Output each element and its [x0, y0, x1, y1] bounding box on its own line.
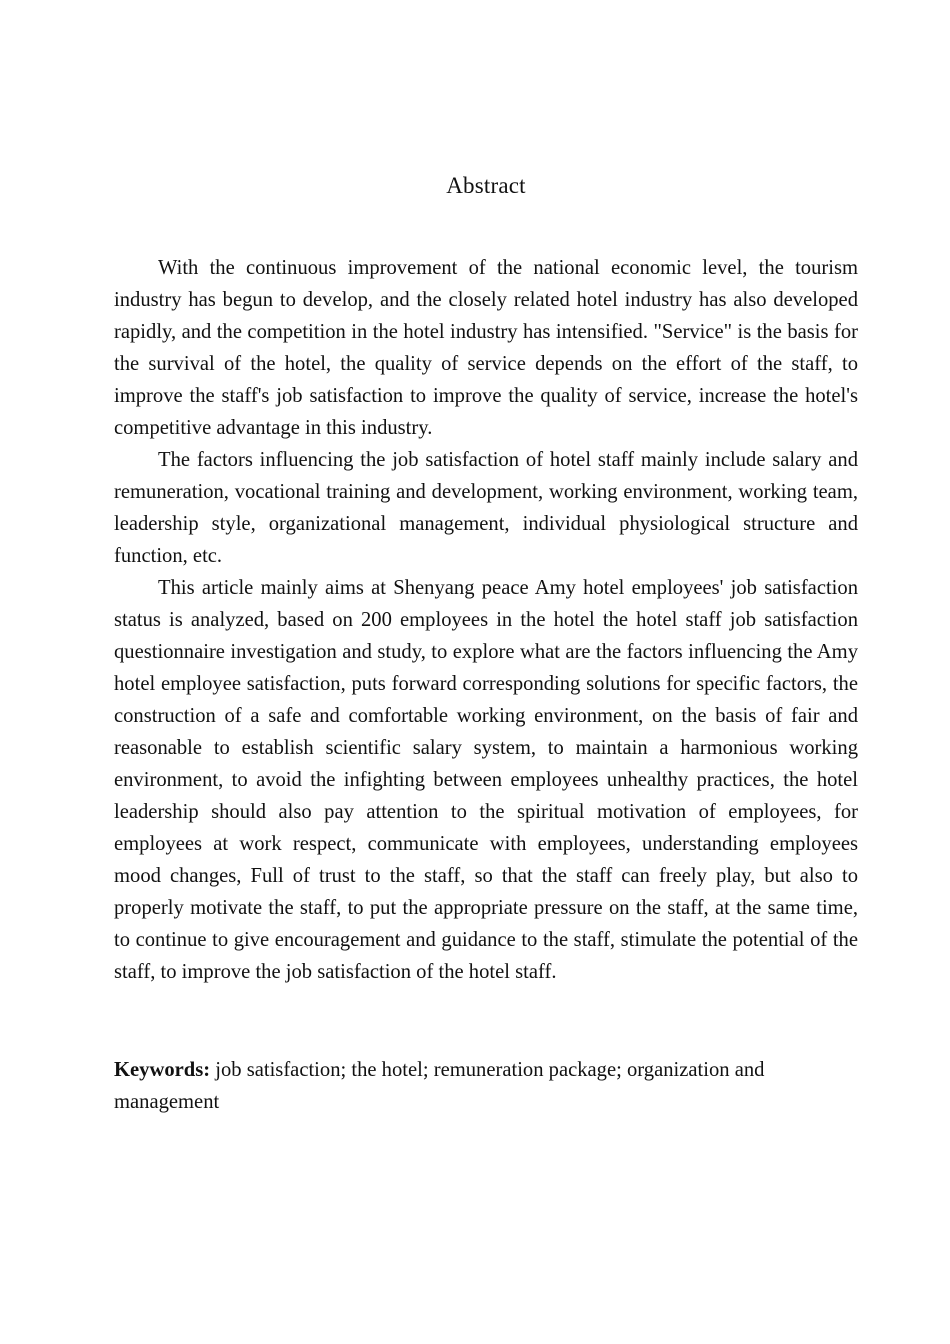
abstract-title: Abstract: [446, 173, 526, 198]
abstract-paragraph-2: The factors influencing the job satisfaction of hotel staff mainly include salary and remuneration, vocational training and development, working environment, working team, leadership style, organizational management, individual physiological structure and function, etc.: [114, 449, 858, 567]
abstract-paragraph-1: With the continuous improvement of the national economic level, the tourism industry has begun to develop, and the closely related hotel industry has also developed rapidly, and the competition in the hotel industry has intensified. "Service" is the basis for the survival of the hotel, the quality of service depends on the effort of the staff, to improve the staff's job satisfaction to improve the quality of service, increase the hotel's competitive advantage in this industry.: [114, 257, 858, 439]
abstract-paragraph-3: This article mainly aims at Shenyang peace Amy hotel employees' job satisfaction status is analyzed, based on 200 employees in the hotel the hotel staff job satisfaction questionnaire investigation and study, to explore what are the factors influencing the Amy hotel employee satisfaction, puts forward corresponding solutions for specific factors, the construction of a safe and comfortable working environment, on the basis of fair and reasonable to establish scientific salary system, to maintain a harmonious working environment, to avoid the infighting between employees unhealthy practices, the hotel leadership should also pay attention to the spiritual motivation of employees, for employees at work respect, communicate with employees, understanding employees mood changes, Full of trust to the staff, so that the staff can freely play, but also to properly motivate the staff, to put the appropriate pressure on the staff, at the same time, to continue to give encouragement and guidance to the staff, stimulate the potential of the staff, to improve the job satisfaction of the hotel staff.: [114, 577, 858, 983]
keywords-label: Keywords:: [114, 1059, 211, 1081]
keywords-text: job satisfaction; the hotel; remuneration package; organization and management: [114, 1059, 765, 1113]
abstract-body: [114, 252, 858, 988]
keywords-line: [114, 1054, 858, 1118]
